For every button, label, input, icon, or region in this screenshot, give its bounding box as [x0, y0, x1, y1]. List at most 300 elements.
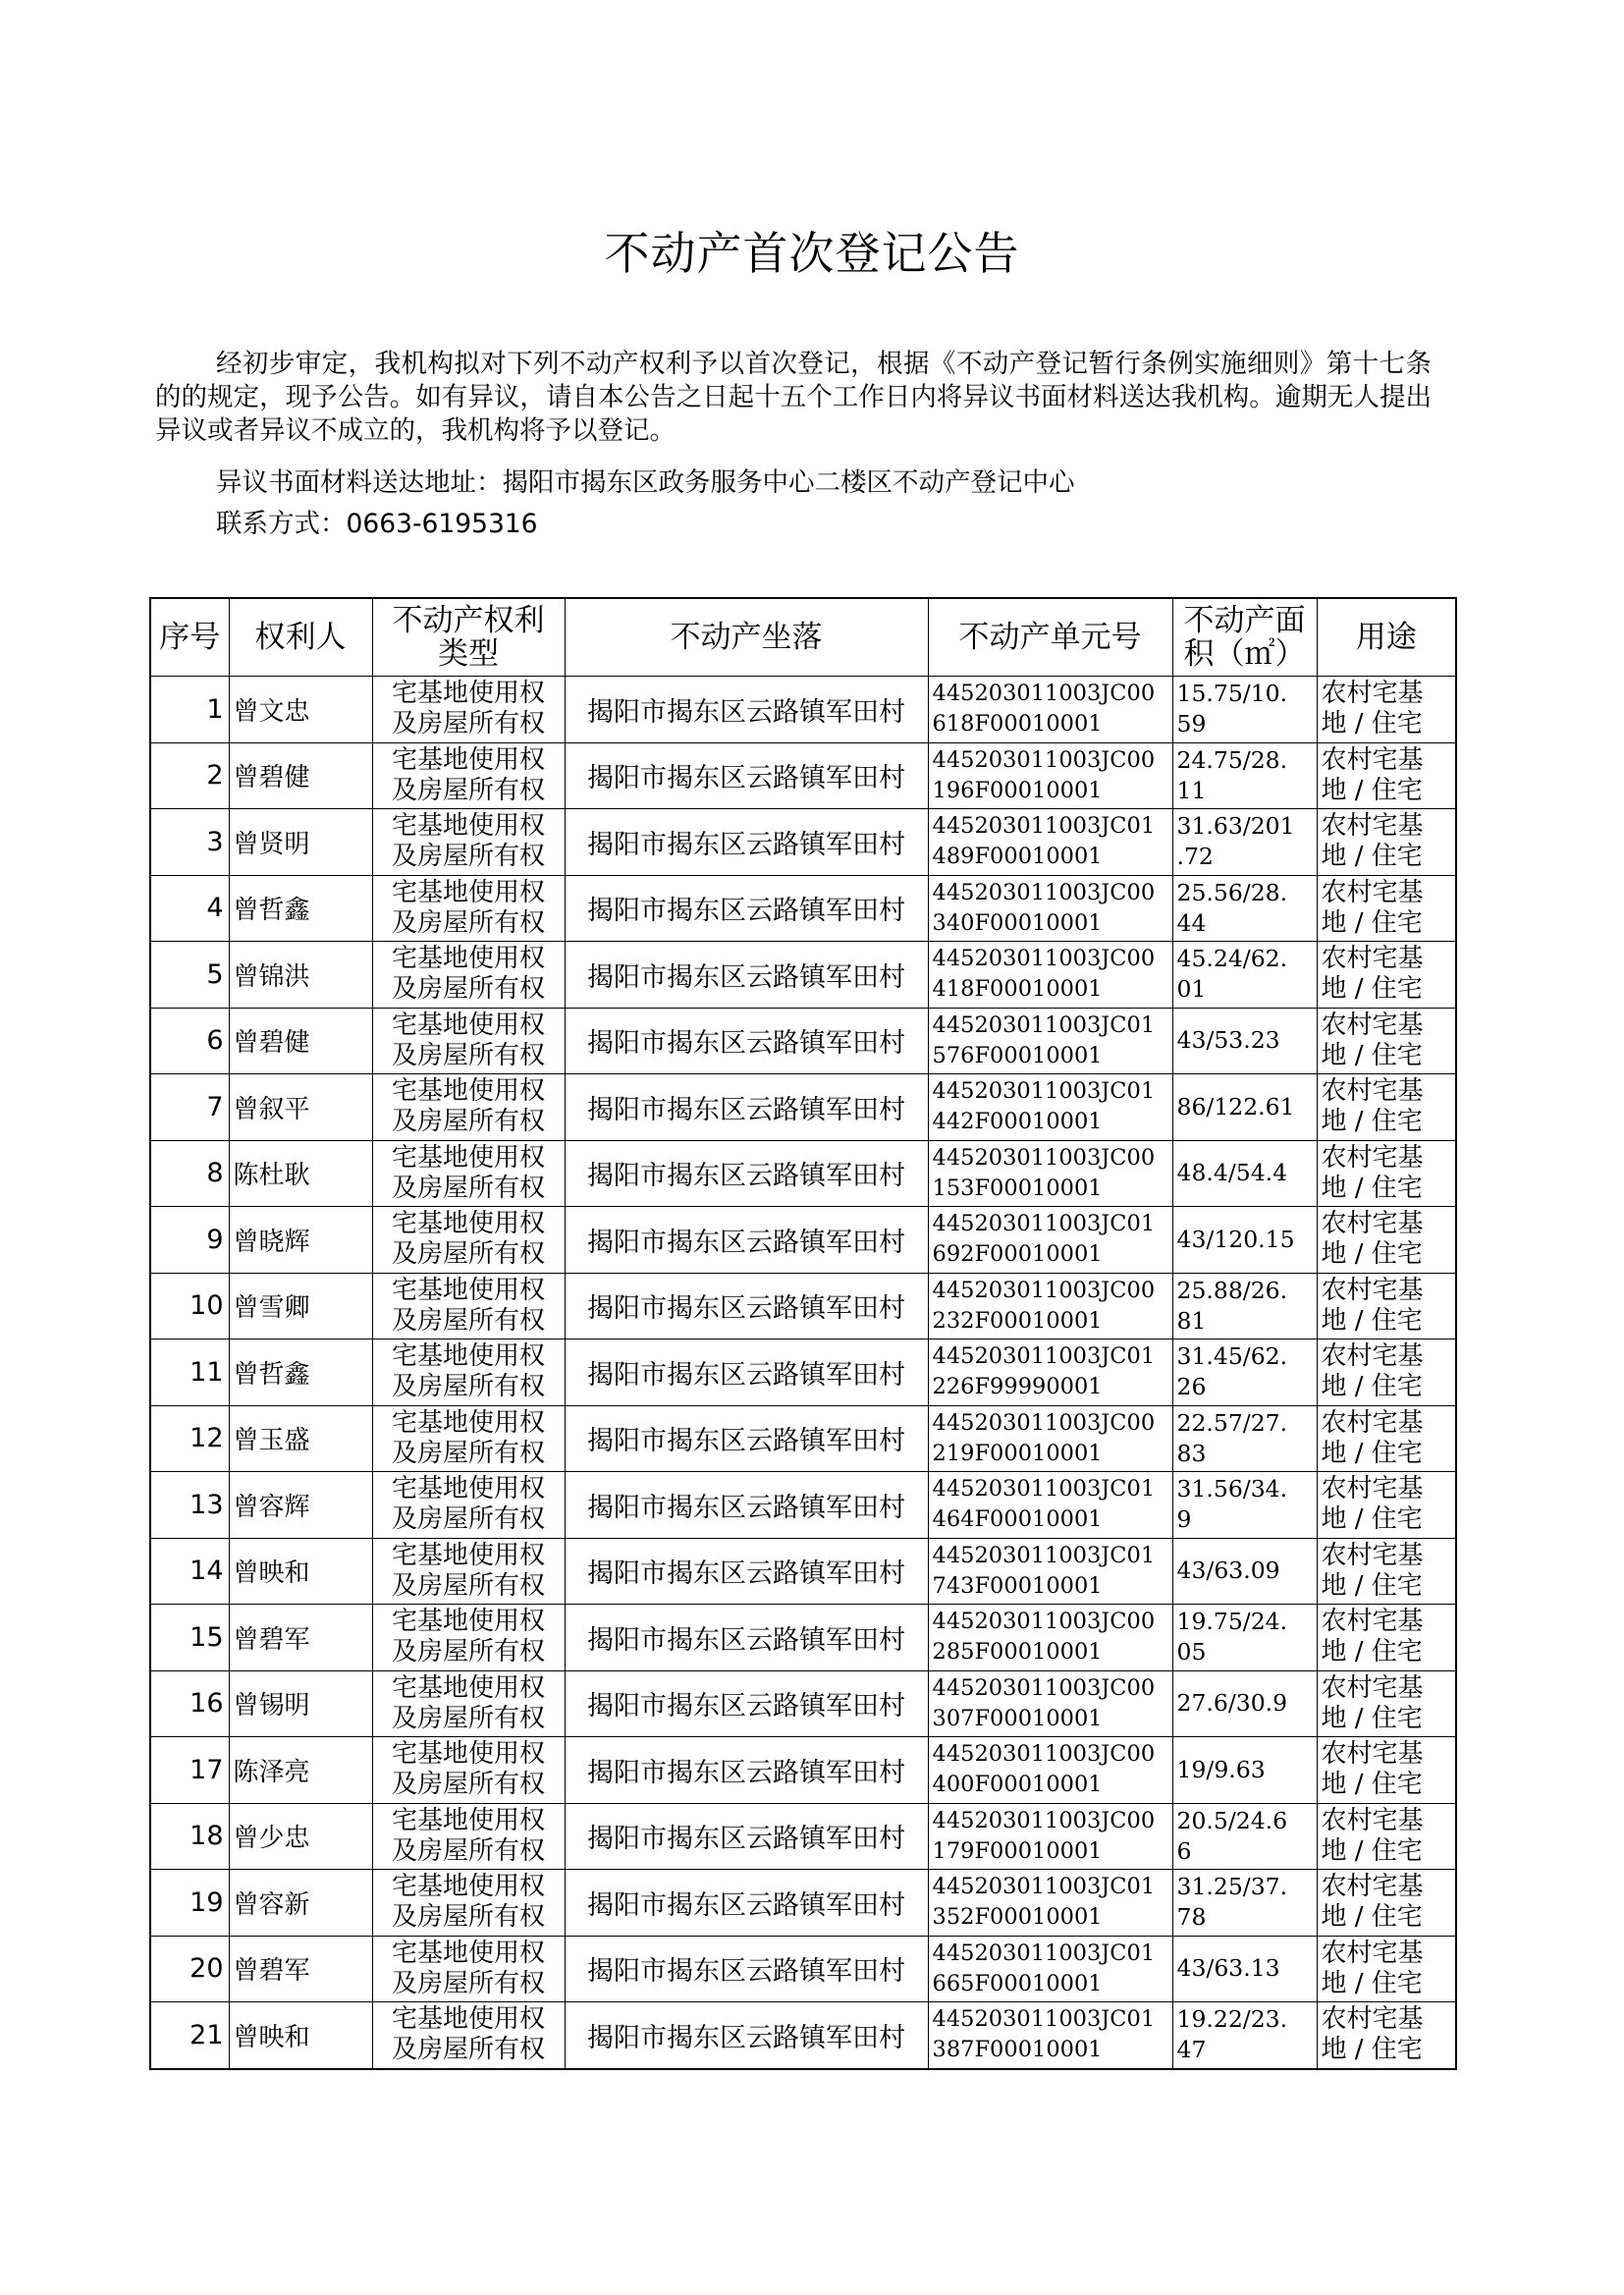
cell-usage	[1317, 1074, 1456, 1141]
cell-area-line1: 86/122.61	[1176, 1092, 1295, 1120]
cell-right-type-line1: 宅基地使用权	[391, 1076, 545, 1107]
cell-area-line2: 59	[1176, 710, 1207, 738]
cell-unit-no	[928, 1140, 1172, 1207]
cell-unit-no-line1: 445203011003JC00	[932, 946, 1156, 972]
cell-area-line1: 48.4/54.4	[1176, 1159, 1288, 1187]
header-right-type-line2: 类型	[438, 636, 499, 672]
cell-seq: 11	[150, 1339, 229, 1406]
cell-usage-line2: 地 / 住宅	[1321, 1703, 1423, 1733]
cell-right-type-line1: 宅基地使用权	[391, 1275, 545, 1305]
cell-right-type-line2: 及房屋所有权	[391, 1438, 545, 1468]
cell-area-line1: 19.22/23.	[1176, 2005, 1288, 2034]
cell-area-line1: 27.6/30.9	[1176, 1689, 1288, 1718]
table-row	[150, 1472, 1456, 1539]
cell-unit-no-line1: 445203011003JC00	[932, 1807, 1156, 1833]
cell-area-line1: 31.56/34.	[1176, 1475, 1288, 1503]
cell-seq: 3	[150, 809, 229, 876]
cell-usage-line2: 地 / 住宅	[1321, 1570, 1423, 1601]
table-row	[150, 942, 1456, 1009]
table-row	[150, 1008, 1456, 1074]
cell-seq: 4	[150, 875, 229, 942]
cell-right-type-line2: 及房屋所有权	[391, 1902, 545, 1933]
cell-owner: 曾碧军	[229, 1605, 372, 1671]
table-row	[150, 677, 1456, 743]
cell-right-type	[372, 2002, 565, 2069]
cell-unit-no	[928, 1207, 1172, 1274]
cell-unit-no-line1: 445203011003JC01	[932, 1874, 1156, 1900]
cell-usage-line1: 农村宅基	[1321, 1076, 1424, 1107]
table-row	[150, 1605, 1456, 1671]
cell-location: 揭阳市揭东区云路镇军田村	[565, 1605, 928, 1671]
cell-area	[1172, 1670, 1317, 1737]
cell-right-type-line1: 宅基地使用权	[391, 1938, 545, 1968]
header-seq: 序号	[150, 598, 229, 677]
cell-seq: 18	[150, 1803, 229, 1870]
cell-unit-no	[928, 1339, 1172, 1406]
cell-usage	[1317, 942, 1456, 1009]
cell-area-line1: 31.63/201	[1176, 812, 1295, 841]
cell-unit-no	[928, 1074, 1172, 1141]
cell-area-line2: 9	[1176, 1505, 1192, 1534]
cell-unit-no	[928, 1936, 1172, 2002]
cell-usage	[1317, 2002, 1456, 2069]
cell-seq: 6	[150, 1008, 229, 1074]
cell-owner: 陈泽亮	[229, 1737, 372, 1804]
cell-owner: 曾叙平	[229, 1074, 372, 1141]
cell-usage-line1: 农村宅基	[1321, 679, 1424, 709]
cell-location: 揭阳市揭东区云路镇军田村	[565, 942, 928, 1009]
cell-right-type	[372, 1936, 565, 2002]
cell-right-type-line2: 及房屋所有权	[391, 1107, 545, 1137]
cell-right-type-line2: 及房屋所有权	[391, 1173, 545, 1203]
cell-area	[1172, 1405, 1317, 1472]
table-row	[150, 1538, 1456, 1605]
cell-seq: 12	[150, 1405, 229, 1472]
cell-area	[1172, 875, 1317, 942]
cell-unit-no-line2: 340F00010001	[932, 909, 1103, 936]
cell-usage-line1: 农村宅基	[1321, 811, 1424, 842]
cell-usage-line2: 地 / 住宅	[1321, 1173, 1423, 1203]
cell-owner: 曾碧健	[229, 1008, 372, 1074]
cell-location: 揭阳市揭东区云路镇军田村	[565, 1472, 928, 1539]
cell-seq: 2	[150, 742, 229, 809]
cell-location: 揭阳市揭东区云路镇军田村	[565, 1207, 928, 1274]
cell-area	[1172, 1074, 1317, 1141]
cell-usage	[1317, 1803, 1456, 1870]
cell-right-type	[372, 1405, 565, 1472]
cell-area-line1: 19/9.63	[1176, 1755, 1266, 1783]
cell-seq: 7	[150, 1074, 229, 1141]
cell-seq: 10	[150, 1273, 229, 1339]
cell-area	[1172, 1870, 1317, 1937]
cell-right-type-line2: 及房屋所有权	[391, 842, 545, 872]
cell-area	[1172, 1737, 1317, 1804]
cell-right-type	[372, 1008, 565, 1074]
cell-right-type	[372, 1538, 565, 1605]
cell-area	[1172, 1936, 1317, 2002]
cell-unit-no-line1: 445203011003JC01	[932, 1078, 1156, 1105]
cell-usage-line2: 地 / 住宅	[1321, 907, 1423, 938]
cell-usage-line1: 农村宅基	[1321, 1341, 1424, 1372]
cell-seq: 16	[150, 1670, 229, 1737]
cell-owner: 曾贤明	[229, 809, 372, 876]
cell-right-type-line1: 宅基地使用权	[391, 1805, 545, 1835]
cell-usage	[1317, 1008, 1456, 1074]
table-row	[150, 1273, 1456, 1339]
cell-unit-no	[928, 1273, 1172, 1339]
table-row	[150, 1074, 1456, 1141]
cell-right-type	[372, 875, 565, 942]
cell-usage	[1317, 1605, 1456, 1671]
cell-unit-no	[928, 1472, 1172, 1539]
cell-usage	[1317, 1538, 1456, 1605]
cell-right-type-line2: 及房屋所有权	[391, 1239, 545, 1270]
table-row	[150, 809, 1456, 876]
cell-unit-no-line2: 692F00010001	[932, 1241, 1103, 1268]
cell-usage-line1: 农村宅基	[1321, 1474, 1424, 1504]
table-row	[150, 2002, 1456, 2069]
cell-seq: 21	[150, 2002, 229, 2069]
cell-right-type	[372, 1670, 565, 1737]
cell-area	[1172, 1339, 1317, 1406]
cell-area	[1172, 809, 1317, 876]
cell-unit-no-line2: 576F00010001	[932, 1042, 1103, 1068]
cell-usage-line2: 地 / 住宅	[1321, 1637, 1423, 1667]
cell-right-type-line1: 宅基地使用权	[391, 877, 545, 907]
cell-unit-no-line2: 179F00010001	[932, 1837, 1103, 1864]
cell-right-type	[372, 1870, 565, 1937]
cell-usage-line1: 农村宅基	[1321, 877, 1424, 907]
cell-area	[1172, 942, 1317, 1009]
cell-usage	[1317, 1737, 1456, 1804]
cell-right-type-line2: 及房屋所有权	[391, 2035, 545, 2065]
cell-unit-no-line2: 442F00010001	[932, 1109, 1103, 1135]
cell-area-line1: 43/63.09	[1176, 1557, 1280, 1585]
cell-right-type	[372, 1803, 565, 1870]
cell-usage-line1: 农村宅基	[1321, 2004, 1424, 2035]
cell-right-type-line1: 宅基地使用权	[391, 811, 545, 842]
cell-right-type-line2: 及房屋所有权	[391, 1968, 545, 1998]
header-right-type	[372, 598, 565, 677]
cell-seq: 19	[150, 1870, 229, 1937]
cell-area-line1: 43/63.13	[1176, 1954, 1280, 1983]
cell-area-line1: 25.88/26.	[1176, 1276, 1288, 1304]
cell-right-type-line1: 宅基地使用权	[391, 1872, 545, 1902]
table-row	[150, 1670, 1456, 1737]
cell-owner: 曾映和	[229, 1538, 372, 1605]
cell-owner: 曾哲鑫	[229, 875, 372, 942]
cell-usage-line2: 地 / 住宅	[1321, 1305, 1423, 1336]
cell-right-type-line1: 宅基地使用权	[391, 1341, 545, 1372]
cell-unit-no-line2: 352F00010001	[932, 1904, 1103, 1931]
cell-right-type-line2: 及房屋所有权	[391, 907, 545, 938]
cell-usage	[1317, 875, 1456, 942]
cell-usage-line1: 农村宅基	[1321, 1739, 1424, 1770]
cell-usage-line2: 地 / 住宅	[1321, 1968, 1423, 1998]
cell-owner: 曾哲鑫	[229, 1339, 372, 1406]
cell-right-type-line1: 宅基地使用权	[391, 1010, 545, 1040]
cell-unit-no-line2: 400F00010001	[932, 1772, 1103, 1798]
cell-right-type-line1: 宅基地使用权	[391, 1209, 545, 1239]
cell-owner: 曾文忠	[229, 677, 372, 743]
cell-right-type	[372, 1737, 565, 1804]
cell-right-type	[372, 742, 565, 809]
objection-address: 异议书面材料送达地址：揭阳市揭东区政务服务中心二楼区不动产登记中心	[216, 467, 1075, 498]
cell-right-type-line2: 及房屋所有权	[391, 775, 545, 805]
cell-area-line2: 44	[1176, 908, 1207, 937]
cell-area-line2: 05	[1176, 1638, 1207, 1667]
cell-unit-no-line1: 445203011003JC01	[932, 1542, 1156, 1568]
cell-area	[1172, 1008, 1317, 1074]
cell-right-type-line1: 宅基地使用权	[391, 679, 545, 709]
cell-right-type-line1: 宅基地使用权	[391, 1142, 545, 1173]
cell-usage-line1: 农村宅基	[1321, 744, 1424, 775]
cell-right-type-line1: 宅基地使用权	[391, 1672, 545, 1703]
cell-location: 揭阳市揭东区云路镇军田村	[565, 1140, 928, 1207]
header-usage: 用途	[1317, 598, 1456, 677]
cell-area-line1: 22.57/27.	[1176, 1408, 1288, 1437]
cell-usage-line1: 农村宅基	[1321, 1142, 1424, 1173]
cell-unit-no-line2: 387F00010001	[932, 2037, 1103, 2063]
cell-area-line2: 11	[1176, 776, 1207, 804]
cell-unit-no-line1: 445203011003JC00	[932, 1674, 1156, 1701]
cell-area-line1: 20.5/24.6	[1176, 1806, 1288, 1834]
header-area	[1172, 598, 1317, 677]
cell-right-type	[372, 1207, 565, 1274]
cell-area	[1172, 1605, 1317, 1671]
cell-unit-no	[928, 1405, 1172, 1472]
cell-unit-no-line2: 153F00010001	[932, 1175, 1103, 1201]
cell-location: 揭阳市揭东区云路镇军田村	[565, 2002, 928, 2069]
cell-right-type	[372, 677, 565, 743]
cell-seq: 20	[150, 1936, 229, 2002]
cell-usage	[1317, 677, 1456, 743]
cell-right-type-line2: 及房屋所有权	[391, 1835, 545, 1866]
cell-unit-no-line1: 445203011003JC01	[932, 1940, 1156, 1966]
cell-usage	[1317, 1339, 1456, 1406]
cell-unit-no-line2: 418F00010001	[932, 976, 1103, 1003]
cell-right-type	[372, 942, 565, 1009]
contact-info: 联系方式：0663-6195316	[216, 509, 538, 539]
cell-owner: 曾映和	[229, 2002, 372, 2069]
cell-usage-line1: 农村宅基	[1321, 1540, 1424, 1570]
cell-right-type-line1: 宅基地使用权	[391, 744, 545, 775]
cell-unit-no	[928, 809, 1172, 876]
cell-unit-no	[928, 1605, 1172, 1671]
cell-right-type	[372, 1605, 565, 1671]
registration-table	[149, 597, 1457, 2070]
table-row	[150, 1207, 1456, 1274]
cell-seq: 8	[150, 1140, 229, 1207]
table-header-row	[150, 598, 1456, 677]
cell-location: 揭阳市揭东区云路镇军田村	[565, 1074, 928, 1141]
cell-location: 揭阳市揭东区云路镇军田村	[565, 1273, 928, 1339]
cell-unit-no	[928, 1670, 1172, 1737]
cell-area-line2: 01	[1176, 975, 1207, 1004]
cell-unit-no-line1: 445203011003JC01	[932, 1211, 1156, 1237]
cell-unit-no	[928, 1008, 1172, 1074]
cell-unit-no	[928, 677, 1172, 743]
announcement-body: 经初步审定，我机构拟对下列不动产权利予以首次登记，根据《不动产登记暂行条例实施细则》第十七条的的规定，现予公告。如有异议，请自本公告之日起十五个工作日内将异议书面材料送达我机构。逾期无人提出异议或者异议不成立的，我机构将予以登记。	[155, 349, 1432, 446]
cell-unit-no-line1: 445203011003JC01	[932, 1343, 1156, 1370]
cell-right-type-line2: 及房屋所有权	[391, 974, 545, 1005]
cell-area-line2: .72	[1176, 843, 1214, 871]
header-area-line2: 积（㎡）	[1183, 636, 1306, 672]
cell-usage-line2: 地 / 住宅	[1321, 974, 1423, 1005]
cell-location: 揭阳市揭东区云路镇军田村	[565, 1803, 928, 1870]
cell-unit-no-line1: 445203011003JC01	[932, 1011, 1156, 1038]
cell-right-type-line2: 及房屋所有权	[391, 1570, 545, 1601]
cell-right-type-line2: 及房屋所有权	[391, 1040, 545, 1070]
cell-right-type	[372, 1472, 565, 1539]
cell-location: 揭阳市揭东区云路镇军田村	[565, 1538, 928, 1605]
cell-usage	[1317, 1472, 1456, 1539]
cell-seq: 13	[150, 1472, 229, 1539]
cell-location: 揭阳市揭东区云路镇军田村	[565, 1339, 928, 1406]
cell-location: 揭阳市揭东区云路镇军田村	[565, 875, 928, 942]
cell-usage	[1317, 1870, 1456, 1937]
cell-right-type-line1: 宅基地使用权	[391, 1607, 545, 1637]
cell-area-line2: 6	[1176, 1836, 1192, 1865]
cell-seq: 14	[150, 1538, 229, 1605]
cell-usage	[1317, 1207, 1456, 1274]
cell-usage-line2: 地 / 住宅	[1321, 1504, 1423, 1535]
cell-unit-no	[928, 1870, 1172, 1937]
cell-area-line2: 47	[1176, 2036, 1207, 2064]
table-row	[150, 1870, 1456, 1937]
page-title: 不动产首次登记公告	[604, 227, 1020, 280]
cell-unit-no-line2: 307F00010001	[932, 1705, 1103, 1731]
cell-unit-no	[928, 742, 1172, 809]
cell-unit-no-line1: 445203011003JC00	[932, 681, 1156, 707]
table-body	[150, 677, 1456, 2069]
cell-area-line2: 81	[1176, 1306, 1207, 1335]
cell-unit-no-line1: 445203011003JC01	[932, 2006, 1156, 2033]
cell-usage-line2: 地 / 住宅	[1321, 1902, 1423, 1933]
cell-area	[1172, 1472, 1317, 1539]
cell-usage-line1: 农村宅基	[1321, 1607, 1424, 1637]
cell-unit-no	[928, 1803, 1172, 1870]
cell-right-type-line2: 及房屋所有权	[391, 1504, 545, 1535]
cell-unit-no-line1: 445203011003JC01	[932, 813, 1156, 840]
header-unit-no: 不动产单元号	[928, 598, 1172, 677]
cell-usage-line1: 农村宅基	[1321, 1010, 1424, 1040]
cell-usage-line2: 地 / 住宅	[1321, 1107, 1423, 1137]
cell-area-line1: 25.56/28.	[1176, 878, 1288, 906]
cell-unit-no-line2: 196F00010001	[932, 777, 1103, 803]
cell-unit-no	[928, 1538, 1172, 1605]
cell-right-type-line2: 及房屋所有权	[391, 1703, 545, 1733]
table-row	[150, 1737, 1456, 1804]
cell-location: 揭阳市揭东区云路镇军田村	[565, 1870, 928, 1937]
cell-usage-line1: 农村宅基	[1321, 1209, 1424, 1239]
cell-owner: 曾雪卿	[229, 1273, 372, 1339]
cell-usage-line1: 农村宅基	[1321, 1938, 1424, 1968]
cell-usage	[1317, 1273, 1456, 1339]
table-row	[150, 742, 1456, 809]
cell-area	[1172, 1273, 1317, 1339]
header-owner: 权利人	[229, 598, 372, 677]
cell-area	[1172, 1207, 1317, 1274]
cell-seq: 17	[150, 1737, 229, 1804]
table-row	[150, 1405, 1456, 1472]
cell-right-type	[372, 809, 565, 876]
cell-usage-line2: 地 / 住宅	[1321, 842, 1423, 872]
cell-area	[1172, 742, 1317, 809]
cell-location: 揭阳市揭东区云路镇军田村	[565, 1936, 928, 2002]
cell-seq: 15	[150, 1605, 229, 1671]
cell-right-type-line1: 宅基地使用权	[391, 944, 545, 974]
cell-usage-line1: 农村宅基	[1321, 1407, 1424, 1438]
cell-area-line2: 78	[1176, 1903, 1207, 1932]
cell-unit-no-line1: 445203011003JC00	[932, 1609, 1156, 1635]
cell-usage-line1: 农村宅基	[1321, 1672, 1424, 1703]
cell-area-line1: 15.75/10.	[1176, 680, 1288, 708]
cell-area	[1172, 677, 1317, 743]
cell-unit-no-line1: 445203011003JC00	[932, 1741, 1156, 1768]
cell-usage-line1: 农村宅基	[1321, 1805, 1424, 1835]
cell-area	[1172, 2002, 1317, 2069]
cell-area-line1: 31.45/62.	[1176, 1342, 1288, 1371]
cell-unit-no-line2: 743F00010001	[932, 1572, 1103, 1599]
cell-area-line1: 45.24/62.	[1176, 945, 1288, 973]
table-row	[150, 1803, 1456, 1870]
cell-right-type	[372, 1140, 565, 1207]
cell-unit-no-line1: 445203011003JC00	[932, 1409, 1156, 1436]
cell-usage-line2: 地 / 住宅	[1321, 1438, 1423, 1468]
cell-owner: 曾锡明	[229, 1670, 372, 1737]
cell-area	[1172, 1538, 1317, 1605]
cell-location: 揭阳市揭东区云路镇军田村	[565, 809, 928, 876]
table-row	[150, 1140, 1456, 1207]
cell-right-type-line1: 宅基地使用权	[391, 1407, 545, 1438]
cell-unit-no-line2: 285F00010001	[932, 1639, 1103, 1666]
cell-unit-no-line2: 226F99990001	[932, 1374, 1103, 1400]
cell-unit-no-line2: 219F00010001	[932, 1440, 1103, 1466]
cell-unit-no-line2: 232F00010001	[932, 1307, 1103, 1334]
cell-owner: 曾碧健	[229, 742, 372, 809]
cell-usage-line2: 地 / 住宅	[1321, 775, 1423, 805]
cell-right-type-line2: 及房屋所有权	[391, 1372, 545, 1402]
header-area-line1: 不动产面	[1183, 603, 1306, 638]
cell-right-type	[372, 1273, 565, 1339]
header-right-type-line1: 不动产权利	[392, 603, 545, 638]
cell-location: 揭阳市揭东区云路镇军田村	[565, 742, 928, 809]
cell-area-line1: 43/120.15	[1176, 1225, 1295, 1253]
cell-seq: 5	[150, 942, 229, 1009]
cell-owner: 曾容新	[229, 1870, 372, 1937]
cell-usage-line2: 地 / 住宅	[1321, 709, 1423, 739]
cell-usage-line2: 地 / 住宅	[1321, 1372, 1423, 1402]
cell-usage-line2: 地 / 住宅	[1321, 1040, 1423, 1070]
cell-usage-line2: 地 / 住宅	[1321, 1835, 1423, 1866]
cell-usage	[1317, 742, 1456, 809]
cell-seq: 1	[150, 677, 229, 743]
cell-usage	[1317, 1936, 1456, 2002]
cell-area-line1: 19.75/24.	[1176, 1608, 1288, 1636]
cell-area	[1172, 1803, 1317, 1870]
cell-unit-no-line2: 618F00010001	[932, 711, 1103, 738]
cell-right-type-line1: 宅基地使用权	[391, 2004, 545, 2035]
cell-usage-line2: 地 / 住宅	[1321, 1239, 1423, 1270]
cell-right-type	[372, 1339, 565, 1406]
table-row	[150, 1339, 1456, 1406]
cell-unit-no-line2: 489F00010001	[932, 844, 1103, 870]
cell-area-line2: 83	[1176, 1439, 1207, 1467]
cell-area-line2: 26	[1176, 1373, 1207, 1401]
table-row	[150, 1936, 1456, 2002]
cell-unit-no-line1: 445203011003JC00	[932, 1144, 1156, 1171]
